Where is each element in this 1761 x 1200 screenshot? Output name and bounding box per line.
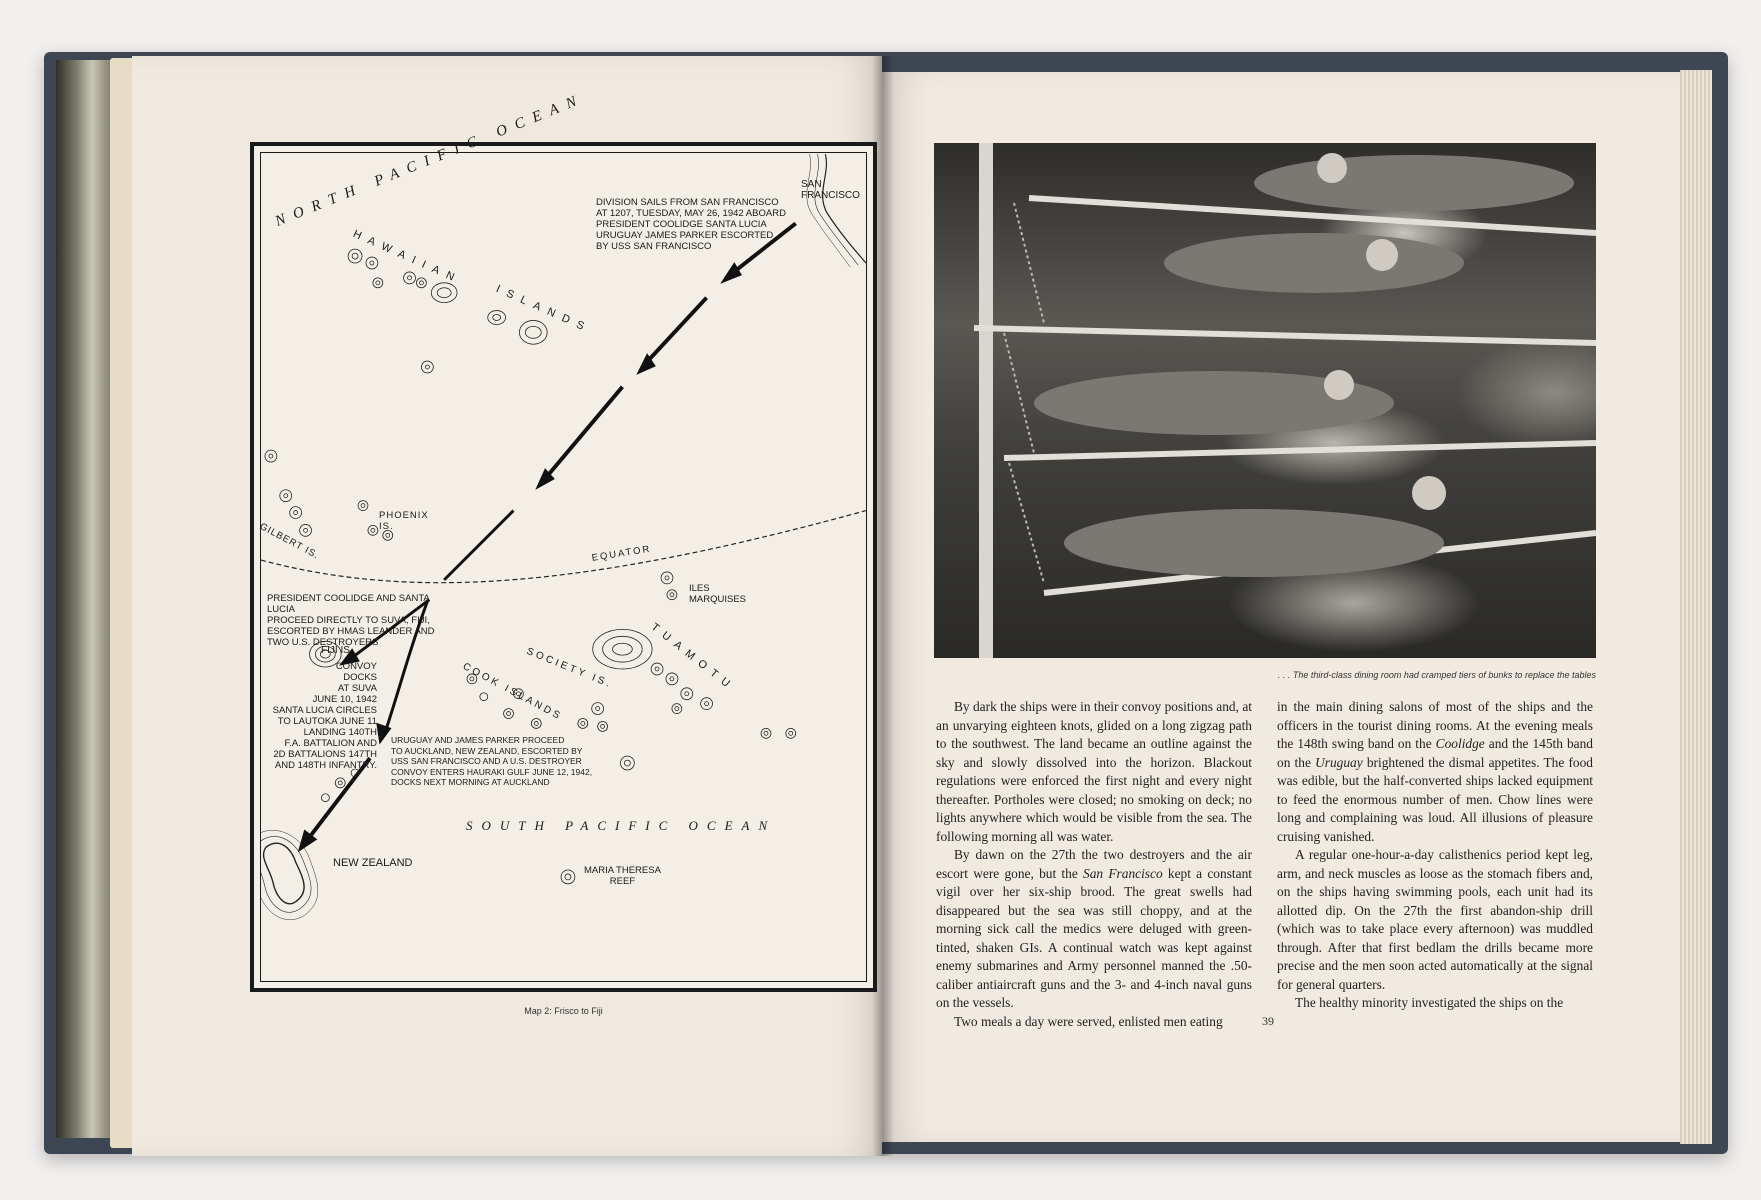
california-coastline (823, 154, 866, 263)
maria-theresa-reef-label: MARIA THERESA REEF (584, 865, 661, 887)
fiji-label: FIJI IS. (321, 645, 353, 656)
route-seg-4 (444, 511, 513, 580)
vertical-pole (979, 143, 993, 658)
equator-label: EQUATOR (591, 543, 653, 564)
photo-caption: . . . The third-class dining room had cramped tiers of bunks to replace the tables (1277, 670, 1596, 680)
page-number: 39 (1262, 1014, 1274, 1028)
route-arrowhead-1 (721, 263, 741, 283)
north-pacific-label: NORTH PACIFIC OCEAN (273, 90, 588, 230)
islands-label: ISLANDS (494, 283, 594, 336)
california-contour-outer (807, 154, 850, 267)
iles-marquises-label: ILES MARQUISES (689, 583, 747, 605)
paragraph: A regular one-hour-a-day calisthenics period kept leg, arm, and neck muscles as loose as the stomach fibers and, on the ships having swimming pools, each unit had its allotted dip. On the 27th the first abandon-ship drill (which was to take place every afternoon) was muddled through. After that first bedlam the drills became more precise and the men soon acted automatically at the signal for general quarters. (1277, 847, 1593, 992)
bunk-chains (1004, 203, 1044, 583)
soldier-figures (1034, 155, 1574, 577)
gilbert-label: GILBERT IS. (257, 521, 321, 562)
departure-note: DIVISION SAILS FROM SAN FRANCISCO AT 1207, TUESDAY, MAY 26, 1942 ABOARD PRESIDENT COOLIDGE SANTA LUCIA URUGUAY JAMES PARKER ESCORTED BY USS SAN FRANCISCO (596, 197, 786, 252)
hawaiian-label: HAWAIIAN (351, 228, 464, 287)
equator-line (261, 511, 866, 583)
route-seg-2 (642, 298, 706, 367)
coolidge-route-note: PRESIDENT COOLIDGE AND SANTA LUCIA PROCEED DIRECTLY TO SUVA, FIJI, ESCORTED BY HMAS LEANDER AND TWO U.S. DESTROYERS (267, 593, 435, 648)
text-column-right (1277, 698, 1593, 1013)
bunks-photo (934, 143, 1596, 658)
right-page-edges (1680, 70, 1712, 1144)
map-frisco-to-fiji (250, 90, 877, 992)
san-francisco-label: SAN FRANCISCO (801, 179, 860, 201)
tuamotu-label: TUAMOTU (648, 621, 738, 695)
bunks-photo-illustration (934, 143, 1596, 658)
new-zealand-label: NEW ZEALAND (333, 857, 413, 869)
south-pacific-label: SOUTH PACIFIC OCEAN (466, 818, 777, 833)
paragraph: Two meals a day were served, enlisted men eating (954, 1013, 1223, 1029)
phoenix-label: PHOENIX IS. (379, 510, 429, 532)
paragraph: By dawn on the 27th the two destroyers and the air escort were gone, but the San Francisco kept a constant vigil over her six-ship brood. The great swells had disappeared but the sea was still choppy, and at the morning sick call the medics were deluged with green-tinted, shaken GIs. A continual watch was kept against enemy submarines and Army personnel manned the .50-caliber antiaircraft guns and the 3- and 4-inch naval guns on the vessels. (936, 847, 1252, 1010)
cook-islands-label: COOK ISLANDS (460, 661, 565, 723)
route-arrowhead-nz-1 (377, 723, 391, 743)
route-seg-3 (543, 387, 622, 481)
paragraph: The healthy minority investigated the ships on the (1295, 995, 1564, 1010)
paragraph: in the main dining salons of most of the ships and the officers in the tourist dining rooms. At the evening meals the 148th swing band on the Coolidge and the 145th band on the Uruguay brightened the dismal appetites. The food was edible, but the half-converted ships lacked equipment to feed the enormous number of men. Chow lines were long and complaining was loud. All illusions of pleasure cruising vanished. (1277, 699, 1593, 844)
paragraph: By dark the ships were in their convoy positions and, at an unvarying eighteen knots, glided on a long zigzag path to the southwest. The land became an outline against the sky and slowly dissolved into the horizon. Blackout regulations were enforced the first night and every night thereafter. Portholes were closed; no smoking on deck; no lights anywhere which would be visible from the sea. The following morning all was water. (936, 699, 1252, 844)
text-column-left (936, 698, 1252, 1031)
auckland-route-note: URUGUAY AND JAMES PARKER PROCEED TO AUCKLAND, NEW ZEALAND, ESCORTED BY USS SAN FRANCISCO AND A U.S. DESTROYER CONVOY ENTERS HAURAKI GULF JUNE 12, 1942, DOCKS NEXT MORNING AT AUCKLAND (391, 735, 593, 787)
fiji-landing-note: CONVOY DOCKS AT SUVA JUNE 10, 1942 SANTA LUCIA CIRCLES TO LAUTOKA JUNE 11 LANDING 140TH F.A. BATTALION AND 2D BATTALIONS 147TH AND 148TH INFANTRY. (272, 661, 377, 771)
map-caption: Map 2: Frisco to Fiji (524, 1006, 603, 1016)
society-islands-label: SOCIETY IS. (524, 646, 615, 691)
map-inner-border (257, 90, 867, 982)
